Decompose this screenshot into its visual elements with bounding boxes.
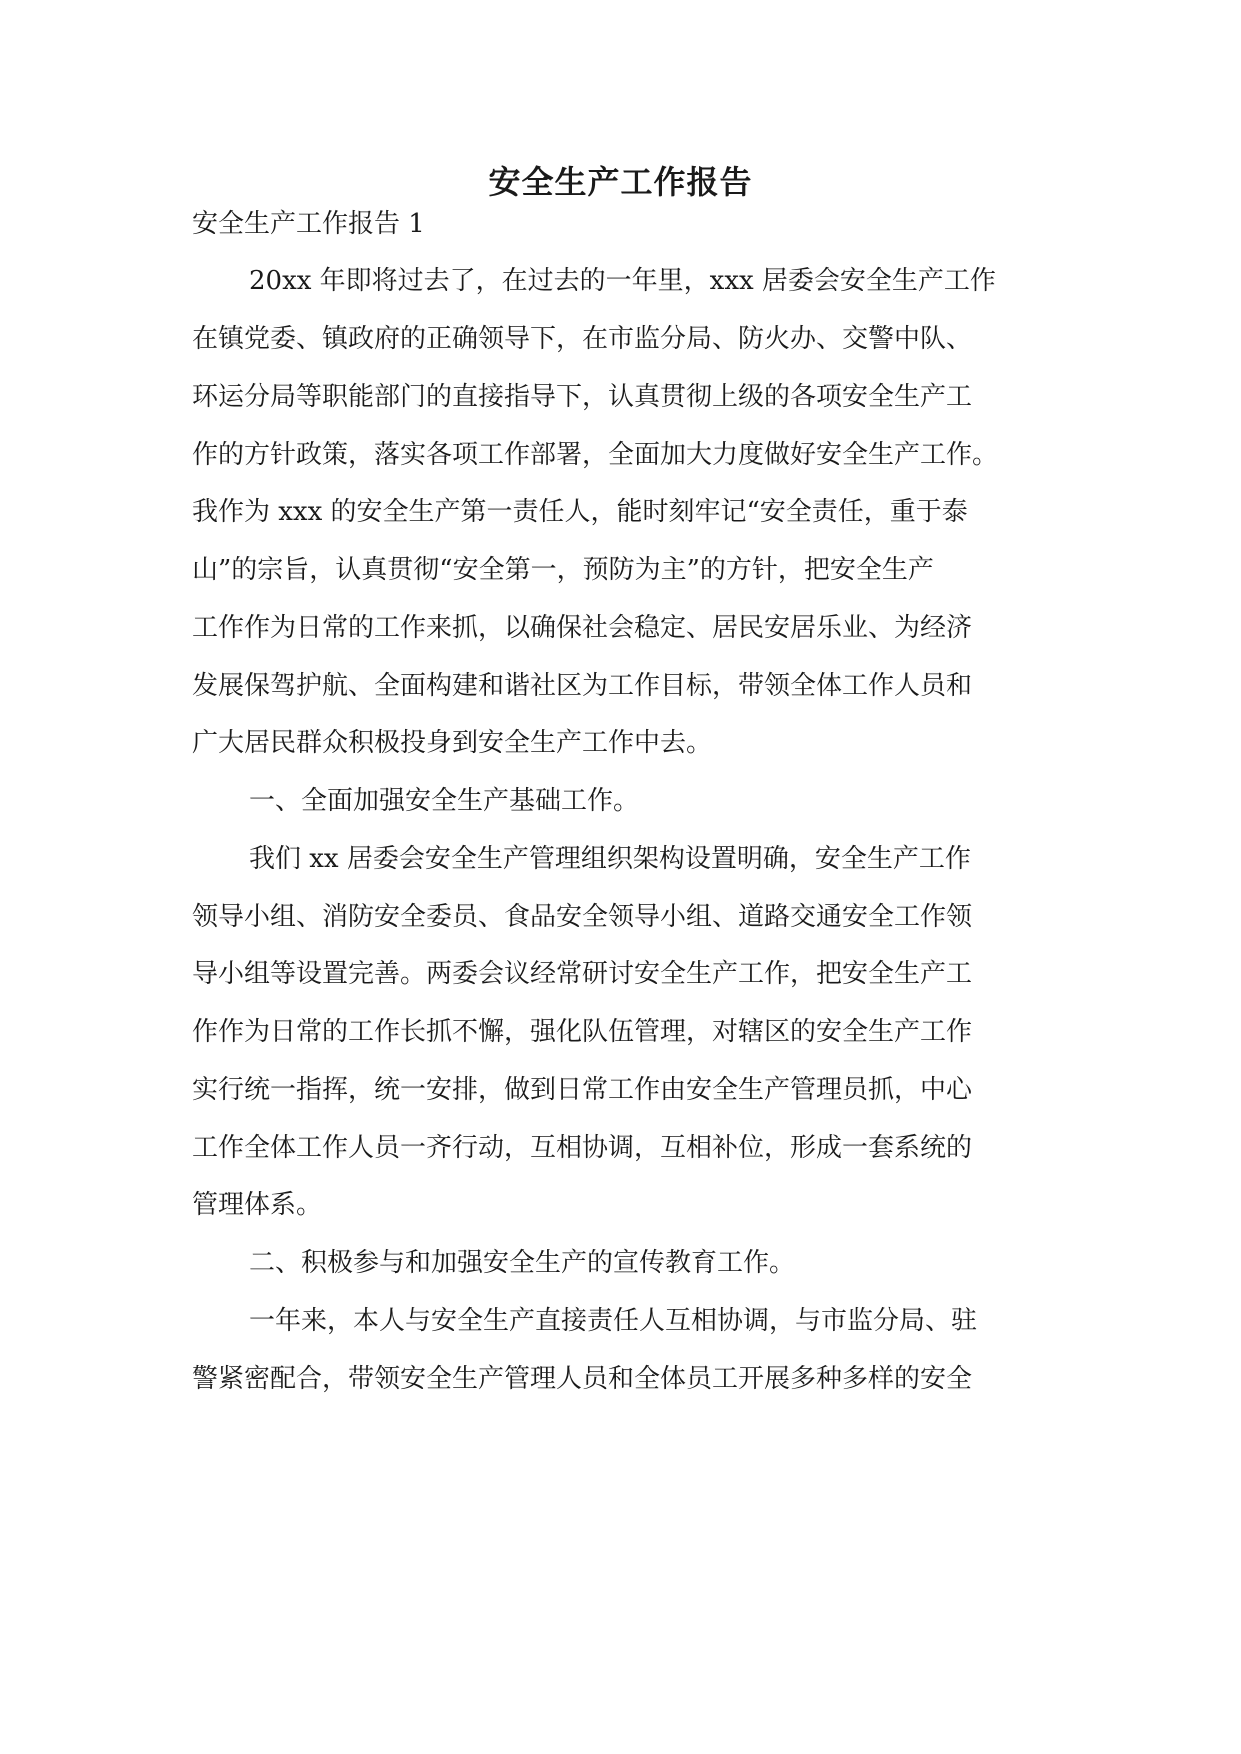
paragraph-line: 发展保驾护航、全面构建和谐社区为工作目标，带领全体工作人员和 — [192, 671, 973, 701]
section-heading-report-1: 安全生产工作报告 1 — [192, 209, 425, 239]
section-heading-1: 一、全面加强安全生产基础工作。 — [249, 786, 640, 816]
paragraph-line: 实行统一指挥，统一安排，做到日常工作由安全生产管理员抓，中心 — [192, 1075, 973, 1105]
paragraph-line: 在镇党委、镇政府的正确领导下，在市监分局、防火办、交警中队、 — [192, 324, 973, 354]
paragraph-line: 管理体系。 — [192, 1190, 323, 1220]
paragraph-line: 20xx 年即将过去了，在过去的一年里，xxx 居委会安全生产工作 — [249, 266, 996, 296]
paragraph-line: 作的方针政策，落实各项工作部署，全面加大力度做好安全生产工作。 — [192, 440, 999, 470]
paragraph-line: 作作为日常的工作长抓不懈，强化队伍管理，对辖区的安全生产工作 — [192, 1017, 973, 1047]
paragraph-line: 工作作为日常的工作来抓，以确保社会稳定、居民安居乐业、为经济 — [192, 613, 973, 643]
paragraph-line: 环运分局等职能部门的直接指导下，认真贯彻上级的各项安全生产工 — [192, 382, 973, 412]
paragraph-line: 我作为 xxx 的安全生产第一责任人，能时刻牢记“安全责任，重于泰 — [192, 497, 968, 527]
paragraph-line: 工作全体工作人员一齐行动，互相协调，互相补位，形成一套系统的 — [192, 1133, 973, 1163]
document-title: 安全生产工作报告 — [488, 163, 753, 201]
paragraph-line: 领导小组、消防安全委员、食品安全领导小组、道路交通安全工作领 — [192, 902, 973, 932]
paragraph-line: 警紧密配合，带领安全生产管理人员和全体员工开展多种多样的安全 — [192, 1364, 973, 1394]
paragraph-line: 导小组等设置完善。两委会议经常研讨安全生产工作，把安全生产工 — [192, 959, 973, 989]
paragraph-line: 我们 xx 居委会安全生产管理组织架构设置明确，安全生产工作 — [249, 844, 971, 874]
paragraph-line: 广大居民群众积极投身到安全生产工作中去。 — [192, 728, 713, 758]
paragraph-line: 一年来，本人与安全生产直接责任人互相协调，与市监分局、驻 — [249, 1306, 978, 1336]
paragraph-line: 山”的宗旨，认真贯彻“安全第一，预防为主”的方针，把安全生产 — [192, 555, 934, 585]
section-heading-2: 二、积极参与和加强安全生产的宣传教育工作。 — [249, 1248, 796, 1278]
